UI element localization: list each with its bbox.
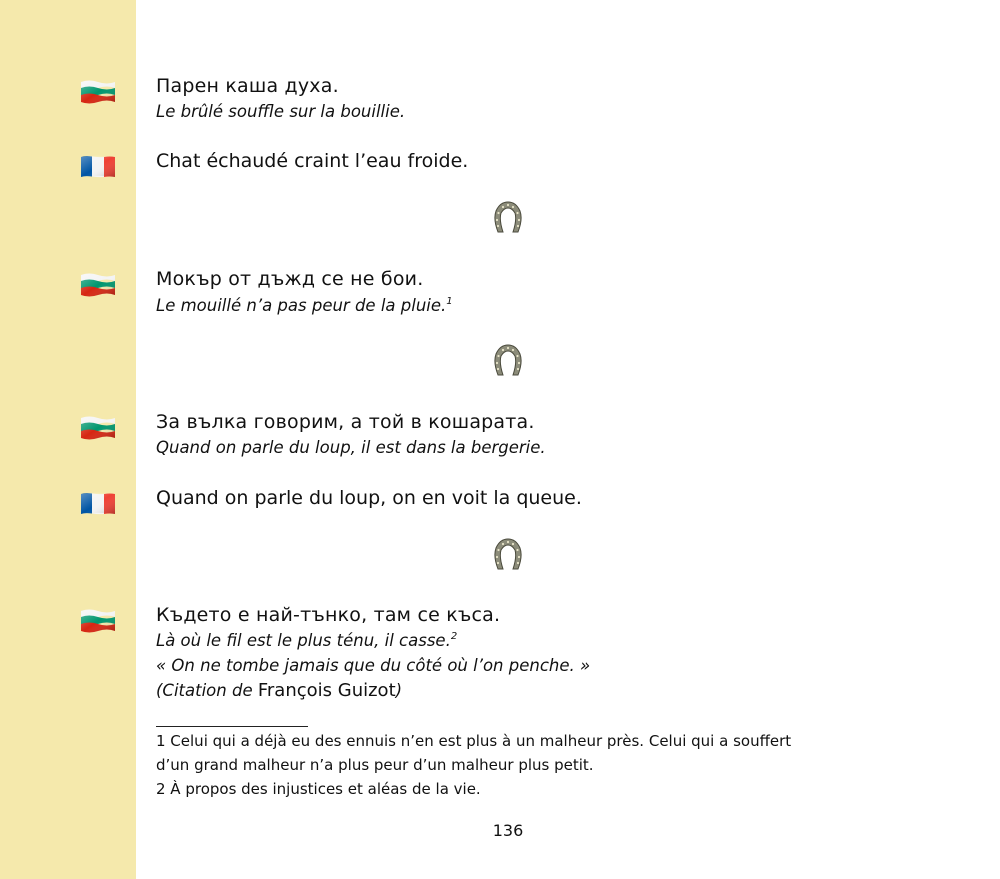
page-number: 136 bbox=[492, 821, 524, 840]
footnote-2: 2 À propos des injustices et aléas de la vie. bbox=[156, 780, 481, 798]
proverb-translation: Là où le fil est le plus ténu, il casse.$^2$ bbox=[156, 631, 458, 650]
footnote-ref: 2 bbox=[450, 631, 458, 642]
bulgarian-flag-icon bbox=[79, 415, 117, 441]
proverb-bulgarian: За вълка говорим, а той в кошарата. bbox=[156, 411, 535, 433]
footnote-ref: 1 bbox=[446, 296, 453, 307]
footnote-divider bbox=[156, 726, 308, 727]
footnote-1: 1 Celui qui a déjà eu des ennuis n’en est plus à un malheur près. Celui qui a souffert bbox=[156, 732, 792, 750]
proverb-bulgarian: Парен каша духа. bbox=[156, 75, 339, 97]
horseshoe-icon bbox=[491, 342, 525, 378]
horseshoe-icon bbox=[491, 199, 525, 235]
proverb-translation: Quand on parle du loup, il est dans la bergerie. bbox=[156, 438, 546, 457]
proverb-translation: Le brûlé souffle sur la bouillie. bbox=[156, 102, 406, 121]
proverb-translation: Le mouillé n’a pas peur de la pluie.$^1$ bbox=[156, 296, 453, 315]
bulgarian-flag-icon bbox=[79, 272, 117, 298]
bulgarian-flag-icon bbox=[79, 79, 117, 105]
horseshoe-icon bbox=[491, 536, 525, 572]
proverb-bulgarian: Където е най-тънко, там се къса. bbox=[156, 604, 501, 626]
proverb-french: Quand on parle du loup, on en voit la queue. bbox=[156, 487, 582, 509]
french-flag-icon bbox=[79, 154, 117, 180]
proverb-french: Chat échaudé craint l’eau froide. bbox=[156, 150, 469, 172]
french-flag-icon bbox=[79, 491, 117, 517]
bulgarian-flag-icon bbox=[79, 608, 117, 634]
proverb-bulgarian: Мокър от дъжд се не бои. bbox=[156, 268, 424, 290]
author-name: François Guizot bbox=[257, 680, 396, 701]
quote-attribution: (Citation de François Guizot) bbox=[156, 680, 403, 701]
footnote-1-continued: d’un grand malheur n’a plus peur d’un malheur plus petit. bbox=[156, 756, 594, 774]
quote-line: « On ne tombe jamais que du côté où l’on penche. » bbox=[156, 656, 591, 675]
